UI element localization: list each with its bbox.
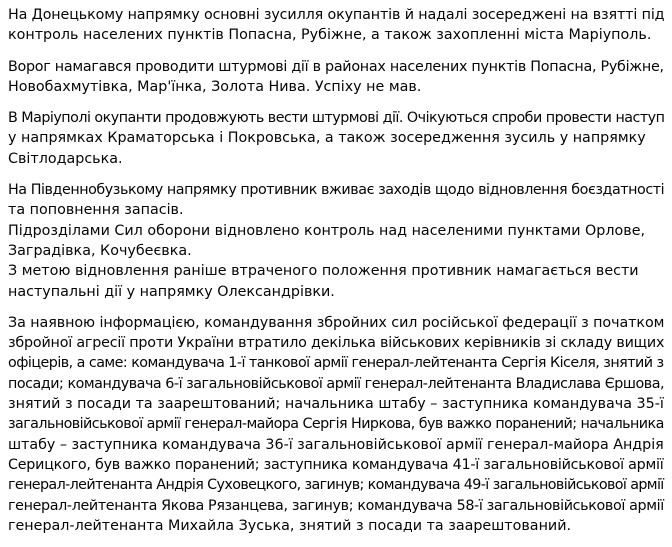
paragraph-donetsk	[8, 5, 664, 46]
text-line: збройної агресії проти України втратило декілька військових керівників зі складу вищих	[8, 335, 665, 352]
paragraph-mariupol	[8, 108, 664, 169]
text-line: На Донецькому напрямку основні зусилля окупантів й надалі зосереджені на взятті під	[8, 7, 665, 23]
text-line: За наявною інформацією, командування збройних сил російської федерації з початком	[8, 314, 665, 331]
text-line: З метою відновлення раніше втраченого положення противник намагається вести	[8, 263, 639, 280]
text-line: посади; командувача 6-ї загальновійськової армії генерал-лейтенанта Владислава Єршова,	[8, 375, 665, 392]
text-line: у напрямках Краматорська і Покровська, а також зосередження зусиль у напрямку	[8, 130, 646, 147]
text-line: генерал-лейтенанта Андрія Суховецкого, загинув; командувача 49-ї загальновійськової армії	[8, 477, 664, 494]
text-line: Ворог намагався проводити штурмові дії в районах населених пунктів Попасна, Рубіжне,	[8, 58, 664, 75]
text-line: Новобахмутівка, Мар'їнка, Золота Нива. Успіху не мав.	[8, 78, 422, 95]
text-line: офіцерів, а саме: командувача 1-ї танкової армії генерал-лейтенанта Сергія Кіселя, знятий з	[8, 355, 664, 372]
text-line: Світлодарська.	[8, 150, 123, 167]
text-line: На Південнобузькому напрямку противник вживає заходів щодо відновлення боєздатності	[8, 182, 665, 199]
text-line: загальновійськової армії генерал-майора Сергія Ниркова, був важко поранений; начальника	[8, 416, 664, 433]
text-line: та поповнення запасів.	[8, 202, 184, 219]
text-line: Підрозділами Сил оборони відновлено контроль над населеними пунктами Орлове,	[8, 222, 646, 239]
text-line: наступальні дії у напрямку Олександрівки.	[8, 283, 335, 300]
paragraph-commanders	[8, 313, 664, 536]
text-line: знятий з посади та заарештований; начальника штабу – заступника командувача 35-ї	[8, 396, 664, 413]
post-text	[8, 5, 664, 547]
text-line: штабу – заступника командувача 36-ї загальновійськової армії генерал-майора Андрія	[8, 436, 664, 453]
paragraph-assault-attempts	[8, 57, 664, 98]
text-line: генерал-лейтенанта Якова Рязанцева, загинув; командувача 58-ї загальновійськової армії	[8, 497, 664, 514]
text-line: Заградівка, Кочубеєвка.	[8, 242, 192, 259]
text-line: генерал-лейтенанта Михайла Зуська, знятий з посади та заарештований.	[8, 517, 572, 534]
text-line: Серицкого, був важко поранений; заступника командувача 41-ї загальновійськової армії	[8, 456, 664, 473]
text-line: контроль населених пунктів Попасна, Рубіжне, а також захопленні міста Маріуполь.	[8, 27, 652, 44]
text-line: В Маріуполі окупанти продовжують вести штурмові дії. Очікуються спроби провести наступ	[8, 110, 665, 127]
paragraph-southern-bug	[8, 180, 664, 302]
